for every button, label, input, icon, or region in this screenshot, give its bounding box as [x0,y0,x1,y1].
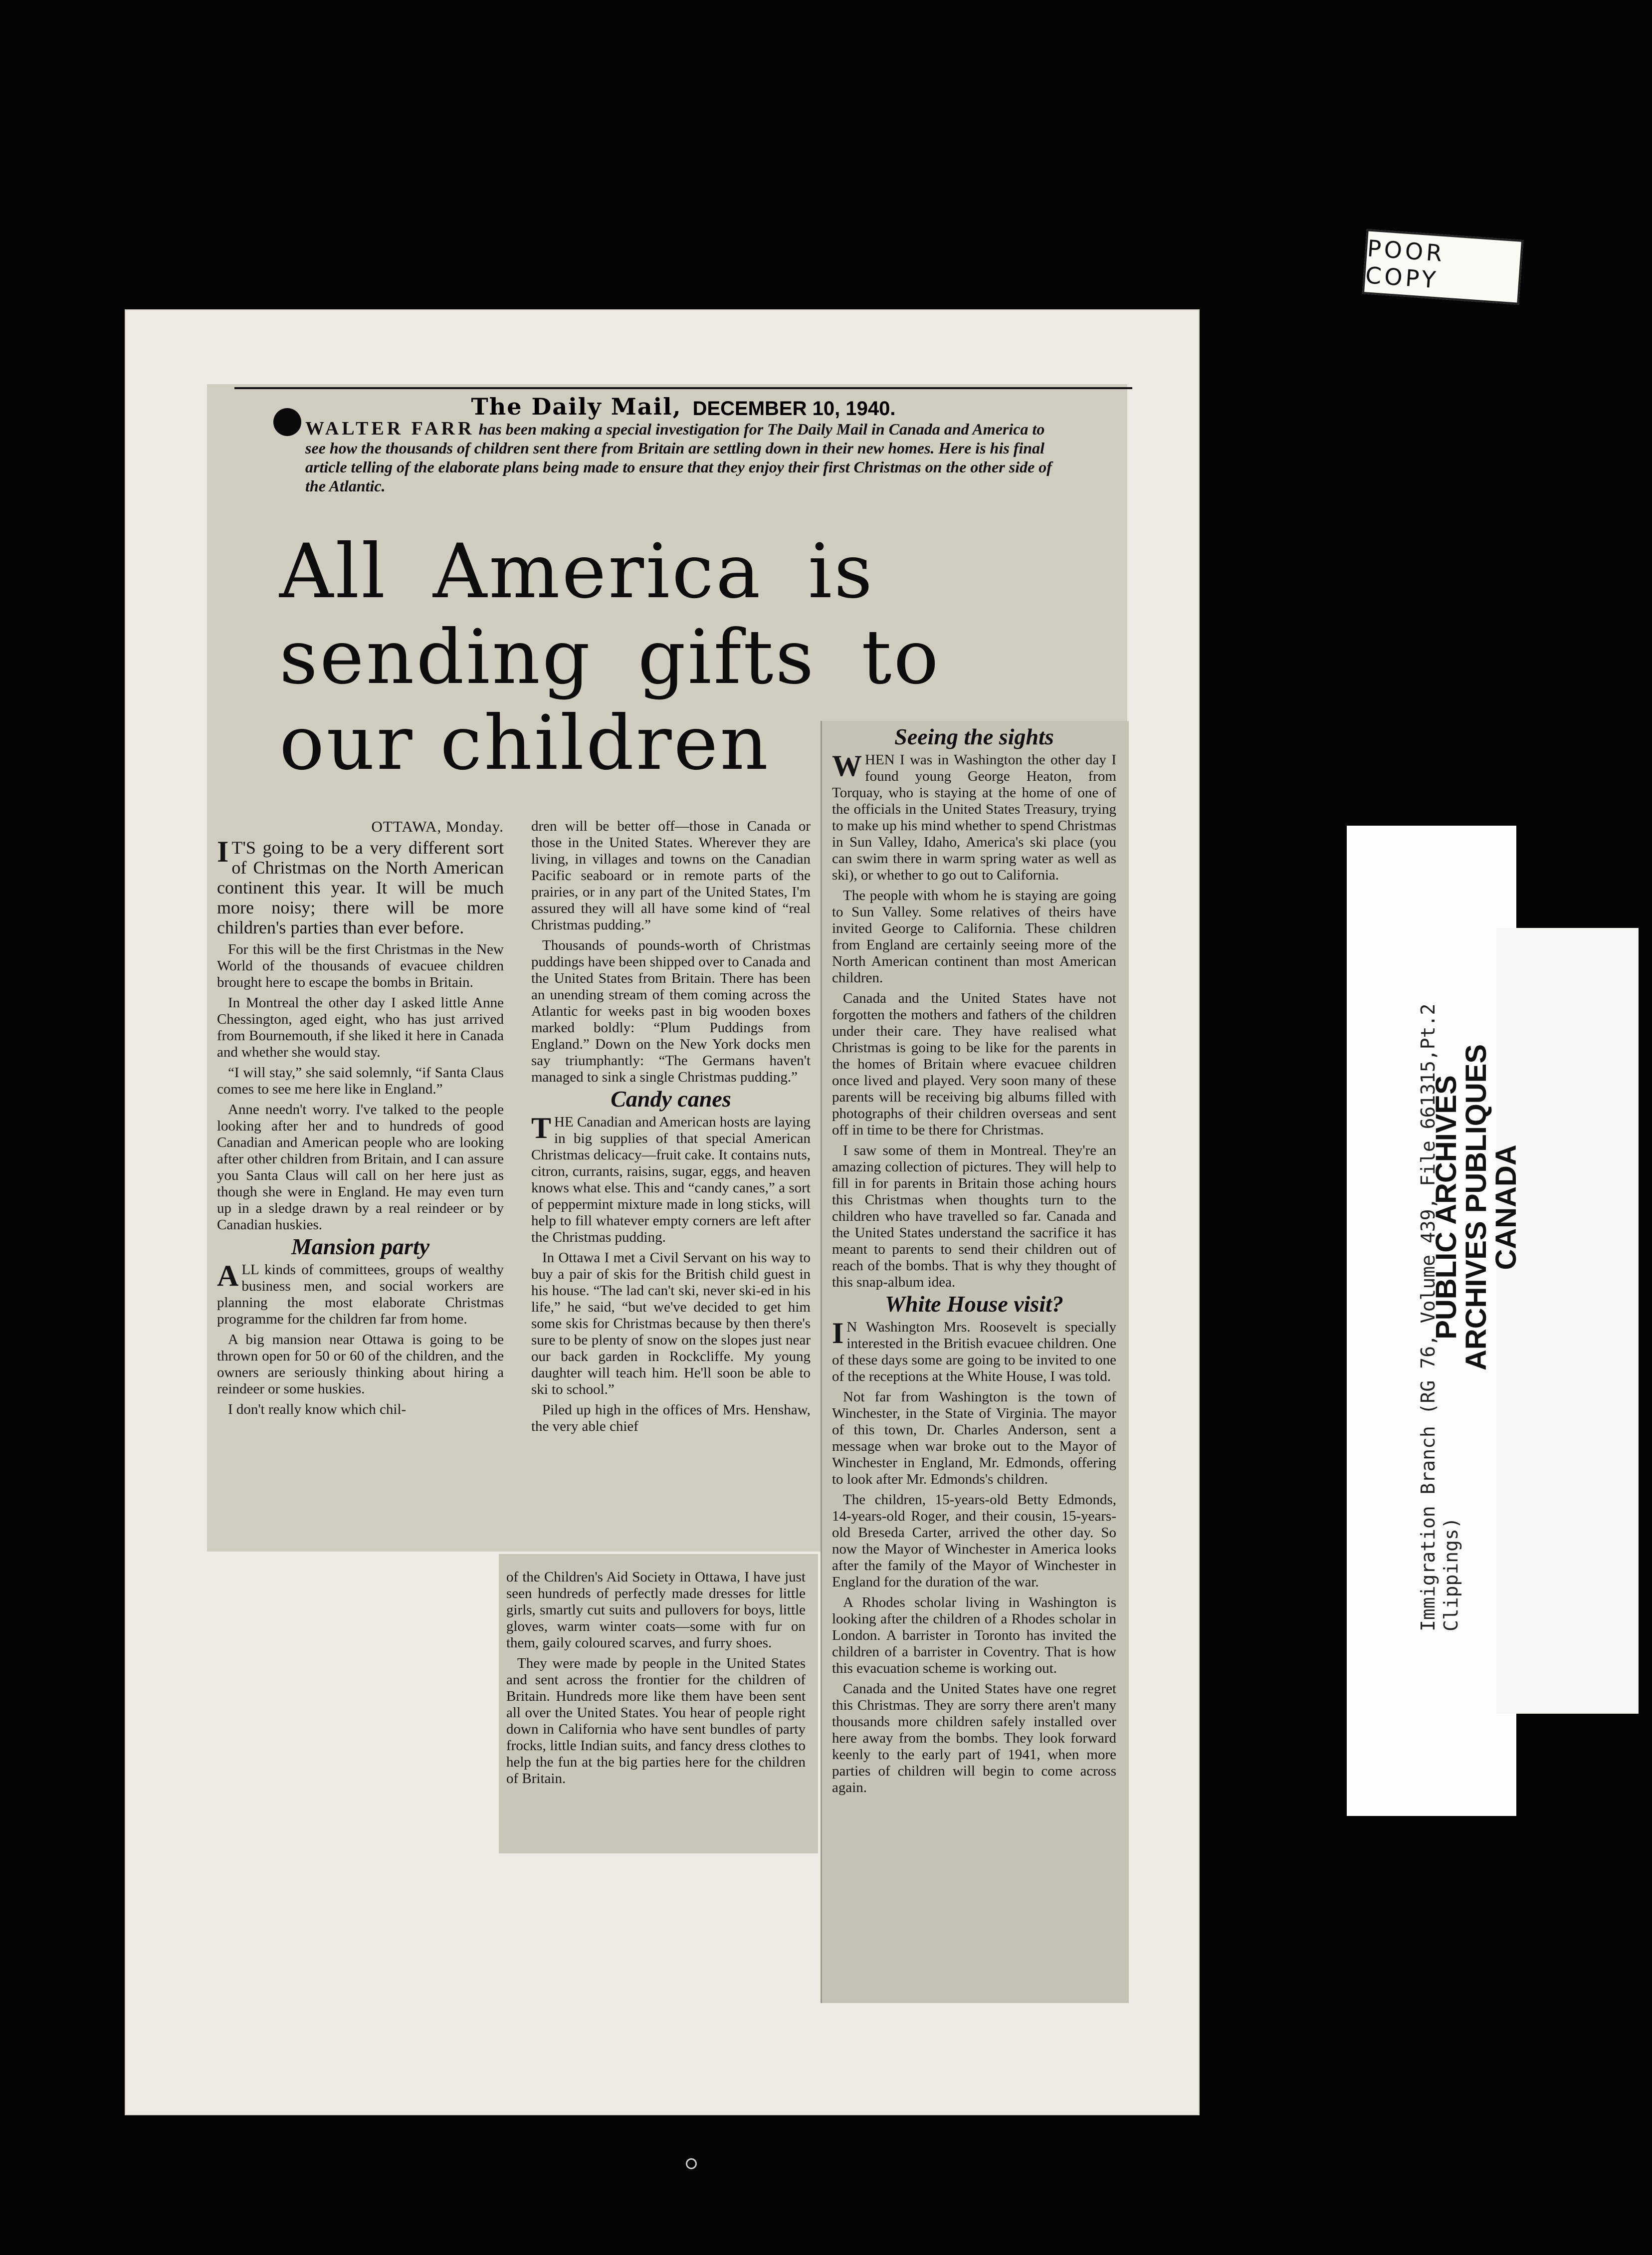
subheading-mansion-party: Mansion party [291,1234,430,1259]
archives-stamp [1432,908,1521,1507]
newspaper-name: The Daily Mail, [471,393,682,420]
article-column-3 [506,1569,806,1791]
hole-mark [686,2158,697,2169]
article-column-2 [531,818,811,1439]
paragraph: ALL kinds of committees, groups of wealthy business men, and social workers are planning the most elaborate Christmas programme for the children far from home. [217,1259,504,1327]
drop-cap: I [217,835,229,868]
paragraph: I saw some of them in Montreal. They're an amazing collection of pictures. They will help to fill in for parents in Britain those aching hours this Christmas when thoughts turn to the children who have travelled so far. Canada and the United States understand the sacrifice it has meant to parents to send their children out of reach of the bombs. That is why they thought of this snap-album idea. [832,1142,1116,1290]
bullet-dot [273,408,301,436]
headline-line-2: sending gifts to [279,614,941,701]
drop-cap: A [217,1259,239,1292]
paragraph: The children, 15-years-old Betty Edmonds, 14-years-old Roger, and their cousin, 15-years-old Breseda Carter, arrived the other day. So now the Mayor of Winchester in America looks after the family of the Mayor of Winchester in England for the duration of the war. [832,1492,1116,1590]
masthead [234,387,1132,420]
paragraph: The people with whom he is staying are going to Sun Valley. Some relatives of theirs have invited George to California. These children from England are certainly seeing more of the North American continent than most American children. [832,888,1116,986]
paragraph: A big mansion near Ottawa is going to be thrown open for 50 or 60 of the children, and the owners are seriously thinking about hiring a reindeer or some huskies. [217,1332,504,1397]
headline-line-1: All America is [279,528,875,615]
archives-line-3: CANADA [1490,1144,1522,1270]
paragraph: of the Children's Aid Society in Ottawa, I have just seen hundreds of perfectly made dresses for little girls, smartly cut suits and pullovers for boys, little gloves, warm winter coats—some with fur on them, gaily coloured scarves, and furry shoes. [506,1569,806,1651]
headline-line-3: our children [279,700,770,787]
paragraph: Thousands of pounds-worth of Christmas puddings have been shipped over to Canada and the United States from Britain. There has been an unending stream of them coming across the Atlantic for weeks past in big wooden boxes marked boldly: “Plum Puddings from England.” Down on the New York docks men say triumphantly: “The Germans haven't managed to sink a single Christmas pudding.” [531,937,811,1085]
author-name: WALTER FARR [305,418,475,439]
paragraph: THE Canadian and American hosts are laying in big supplies of that special American Christmas delicacy—fruit cake. It contains nuts, citron, currants, raisins, sugar, eggs, and heaven knows what else. This and “candy canes,” a sort of peppermint mixture made in long sticks, will help to fill whatever empty corners are left after the Christmas pudding. [531,1112,811,1245]
article-column-4 [832,723,1116,1800]
paragraph: Canada and the United States have not forgotten the mothers and fathers of the children under their care. They have realised what Christmas is going to be like for the parents in the homes of Britain where evacuee children once lived and played. Very soon many of these parents will be receiving big albums filled with photographs of their children overseas and sent off in time to be there for Christmas. [832,990,1116,1138]
paragraph: “I will stay,” she said solemnly, “if Santa Claus comes to see me here like in England.” [217,1065,504,1097]
drop-cap: T [531,1112,552,1144]
paragraph: Not far from Washington is the town of Winchester, in the State of Virginia. The mayor of this town, Dr. Charles Anderson, sent a message when war broke out to the Mayor of Winchester in England, Mr. Edmonds, offering to look after Mr. Edmonds's children. [832,1389,1116,1487]
file-reference-line-1: Immigration Branch (RG 76, Volume 439, File 661315,Pt.2 [1417,1003,1439,1631]
poor-copy-stamp [1362,229,1523,305]
paragraph: They were made by people in the United States and sent across the frontier for the children of Britain. Hundreds more like them have been sent all over the United States. You hear of people right down in California who have sent bundles of party frocks, little Indian suits, and fancy dress clothes to help the fun at the big parties here for the children of Britain. [506,1655,806,1787]
article-column-1 [217,818,504,1422]
paragraph: A Rhodes scholar living in Washington is looking after the children of a Rhodes scholar in London. A barrister in Toronto has invited the children of a barrister in Coventry. That is how this evacuation scheme is working out. [832,1594,1116,1676]
paragraph: Canada and the United States have one regret this Christmas. They are sorry there aren't many thousands more children safely installed over here away from the bombs. They look forward keenly to the early part of 1941, when more parties of children will begin to come across again. [832,1681,1116,1796]
paragraph: I don't really know which chil- [228,1401,407,1417]
paragraph: Piled up high in the offices of Mrs. Henshaw, the very able chief [531,1402,811,1434]
archives-line-1: PUBLIC ARCHIVES [1430,1075,1462,1340]
paragraph: WHEN I was in Washington the other day I found young George Heaton, from Torquay, who is staying at the home of one of the officials in the United States Treasury, trying to make up his mind whether to spend Christmas in Sun Valley, Idaho, America's ski place (you can swim there in warm spring water as well as ski), or whether to go out to California. [832,749,1116,883]
subheading-white-house-visit: White House visit? [885,1291,1063,1317]
subheading-seeing-the-sights: Seeing the sights [894,724,1054,749]
intro-paragraph [305,419,1056,495]
intro-text: has been making a special investigation for The Daily Mail in Canada and America to see how the thousands of children sent there from Britain are settling down in their new homes. Here is his final article telling of the elaborate plans being made to ensure that they enjoy their first Christmas on the other side of the Atlantic. [305,420,1052,495]
issue-date: DECEMBER 10, 1940. [692,398,896,420]
file-reference-line-2: Clippings) [1440,1517,1462,1631]
lead-paragraph: I T'S going to be a very different sort of Christmas on the North American continent this year. It will be much more noisy; there will be more children's parties than ever before. [217,835,504,937]
drop-cap: W [832,749,862,782]
paragraph: dren will be better off—those in Canada or those in the United States. Wherever they are living, in villages and towns on the Canadian Pacific seaboard or in remote parts of the prairies, or in any part of the United States, I'm assured they will all have some kind of “real Christmas pudding.” [531,818,811,933]
paragraph: For this will be the first Christmas in the New World of the thousands of evacuee children brought here to escape the bombs in Britain. [217,941,504,990]
dateline: OTTAWA, Monday. [371,818,504,835]
paragraph: In Montreal the other day I asked little Anne Chessington, aged eight, who has just arrived from Bournemouth, if she liked it here in Canada and whether she would stay. [217,995,504,1060]
archives-line-2: ARCHIVES PUBLIQUES [1460,1044,1492,1371]
poor-copy-text: POOR COPY [1364,234,1446,294]
drop-cap: I [832,1317,844,1350]
subheading-candy-canes: Candy canes [611,1086,731,1112]
paragraph: I N Washington Mrs. Roosevelt is specially interested in the British evacuee children. One of these days some are going to be invited to one of the receptions at the White House, I was told. [832,1317,1116,1384]
paragraph: Anne needn't worry. I've talked to the people looking after her and to hundreds of good Canadian and American people who are looking after other children from Britain, and I can assure you Santa Claus will call on her here just as though she were in England. He may even turn up in a sledge drawn by a real reindeer or by Canadian huskies. [217,1102,504,1233]
paragraph: In Ottawa I met a Civil Servant on his way to buy a pair of skis for the British child guest in his house. “The lad can't ski, never ski-ed in his life,” he said, “but we've decided to get him some skis for Christmas because by then there's sure to be plenty of snow on the slopes just near our back garden in Rockcliffe. My young daughter will teach him. He'll soon be able to ski to school.” [531,1250,811,1397]
